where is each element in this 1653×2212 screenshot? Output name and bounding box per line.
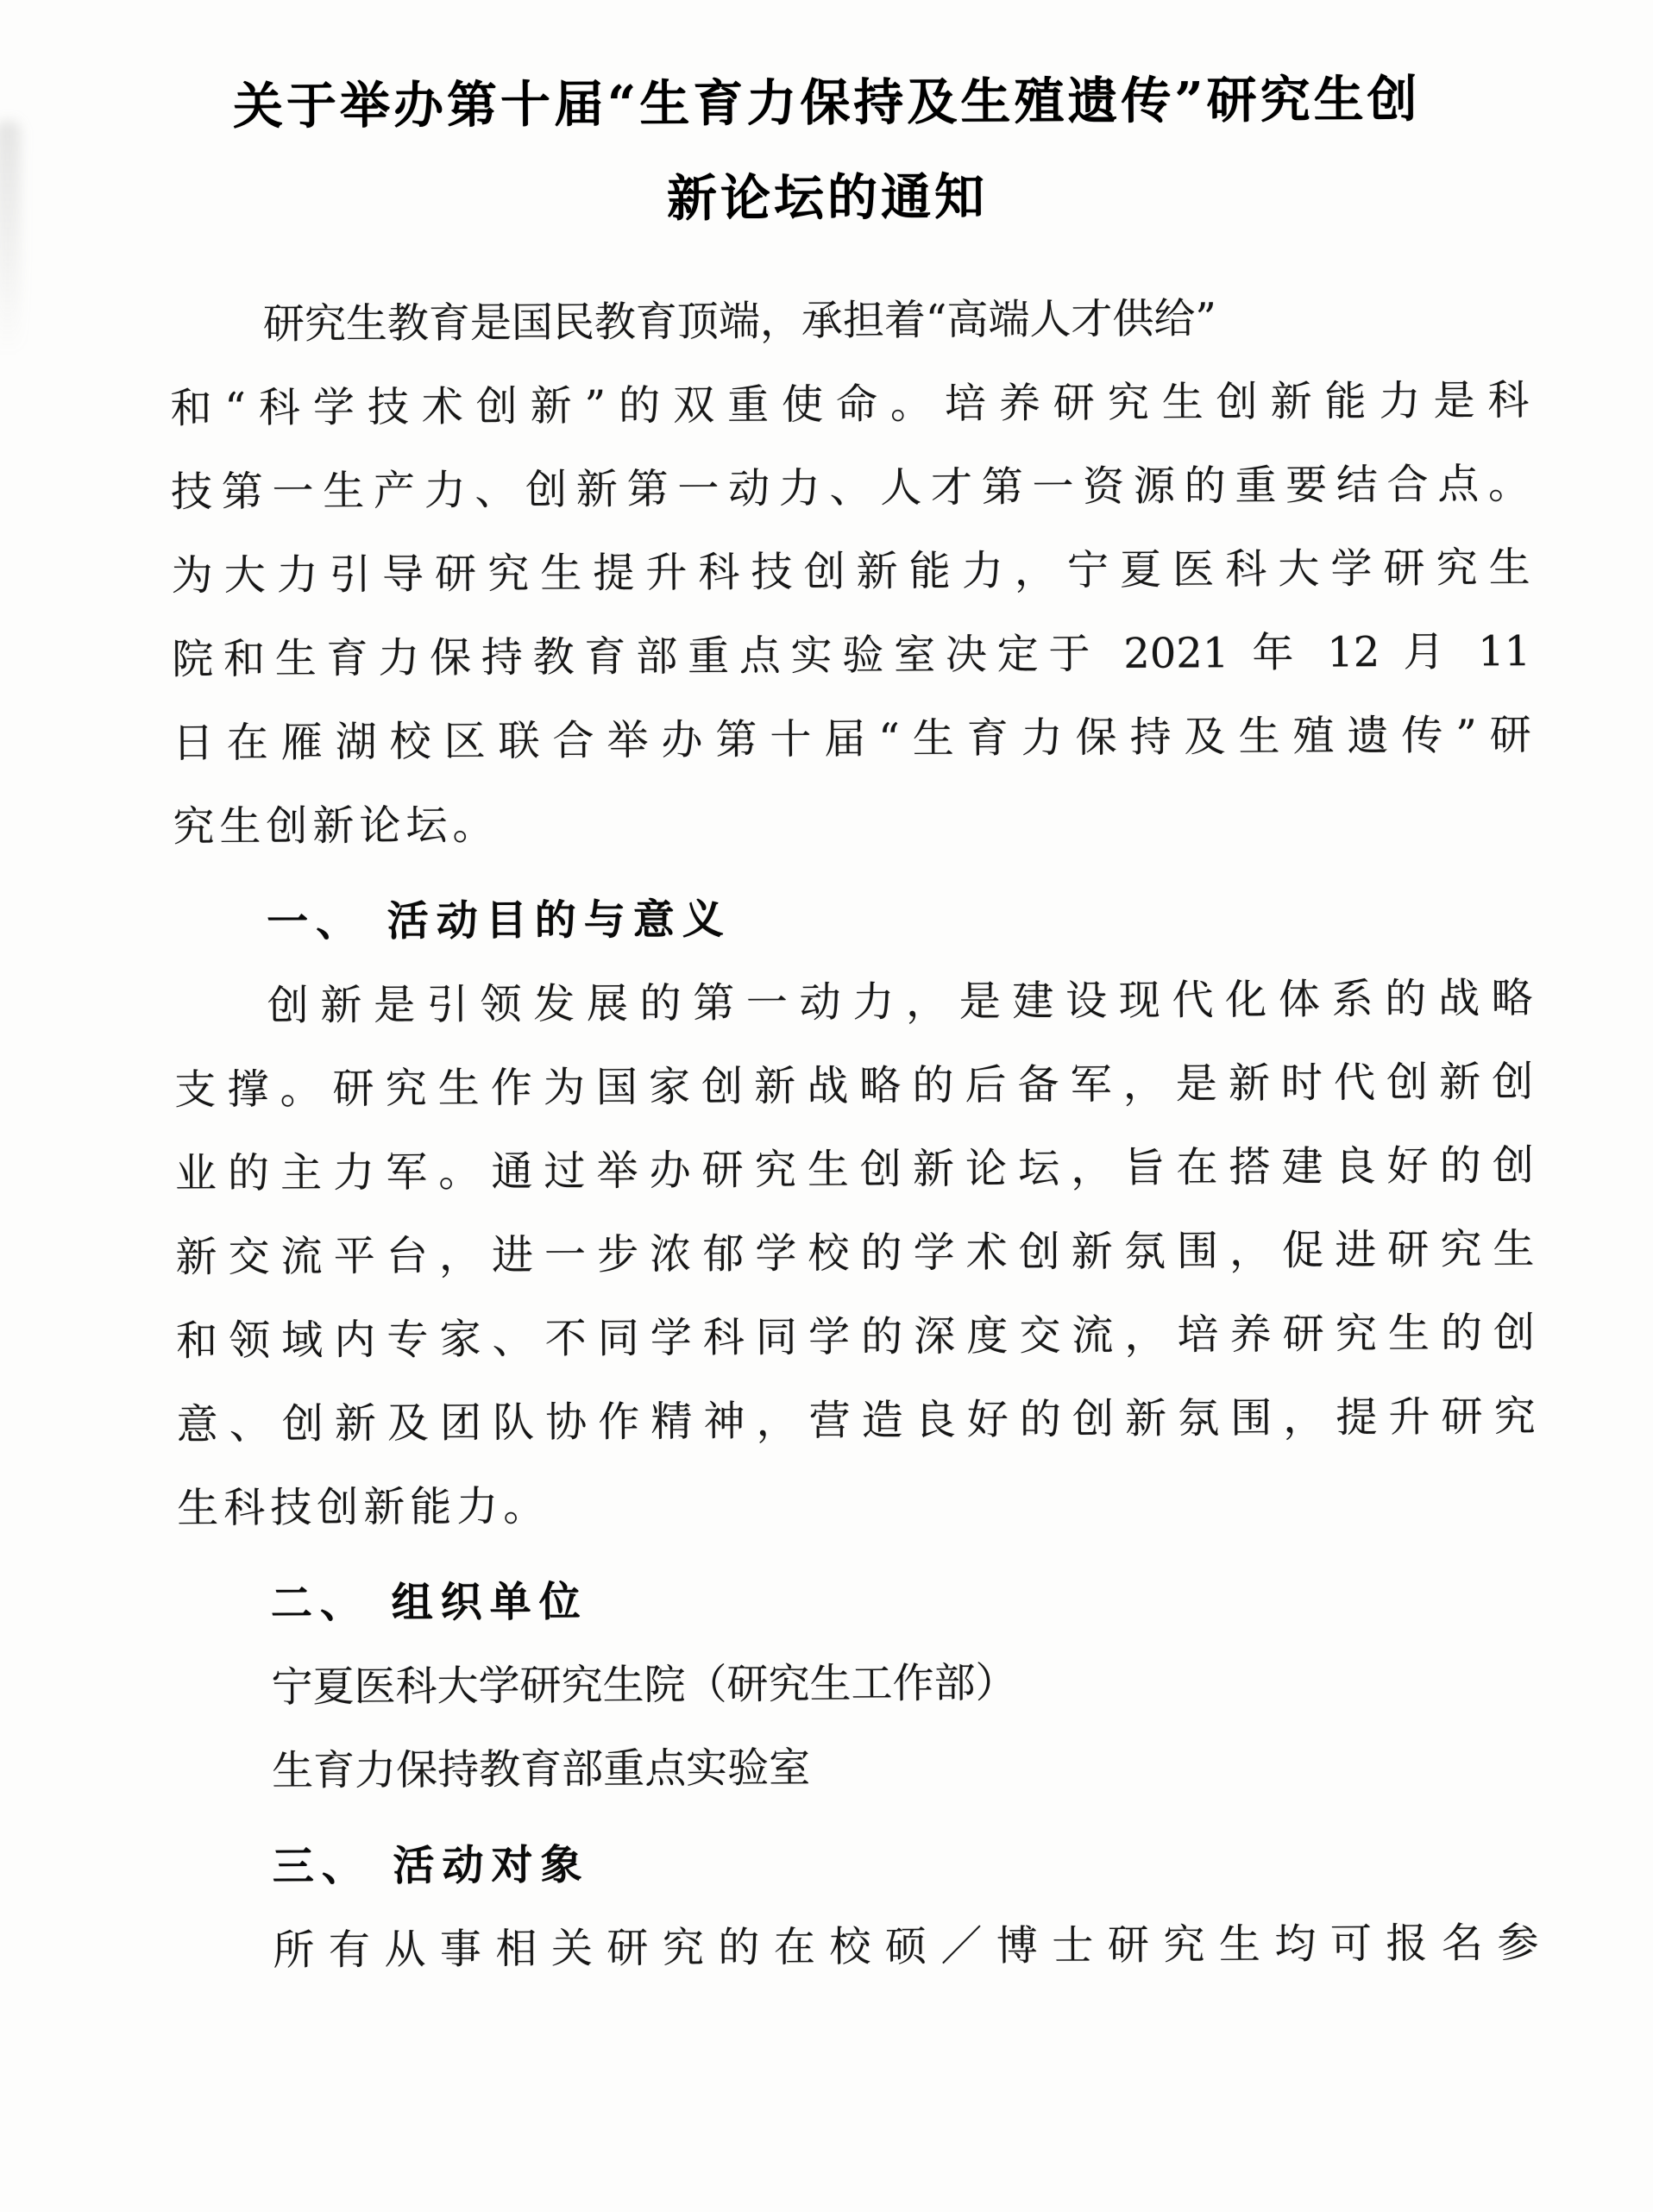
section1-line: 意、创新及团队协作精神，营造良好的创新氛围，提升研究 — [176, 1392, 1536, 1449]
section1-line: 业的主力军。通过举办研究生创新论坛，旨在搭建良好的创 — [174, 1141, 1535, 1198]
intro-line: 院和生育力保持教育部重点实验室决定于 2021 年 12 月 11 — [172, 627, 1531, 684]
section-heading-organizers: 二、 组织单位 — [270, 1577, 588, 1628]
section3-line: 所有从事相关研究的在校硕／博士研究生均可报名参 — [273, 1918, 1539, 1975]
notice-title-line-2: 新论坛的通知 — [666, 167, 989, 229]
document-content — [0, 50, 1653, 1995]
section1-line: 新交流平台，进一步浓郁学校的学术创新氛围，促进研究生 — [175, 1225, 1535, 1282]
notice-title-line-1: 关于举办第十届“生育力保持及生殖遗传”研究生创 — [232, 69, 1421, 136]
section1-line: 支撑。研究生作为国家创新战略的后备军，是新时代创新创 — [174, 1058, 1534, 1115]
organizer-line: 宁夏医科大学研究生院（研究生工作部） — [271, 1658, 1017, 1712]
section1-line: 和领域内专家、不同学科同学的深度交流，培养研究生的创 — [175, 1309, 1536, 1366]
notice-body — [2, 274, 1653, 1995]
intro-line: 为大力引导研究生提升科技创新能力，宁夏医科大学研究生 — [171, 544, 1530, 600]
intro-line: 究生创新论坛。 — [173, 801, 500, 851]
section1-line: 创新是引领发展的第一动力，是建设现代化体系的战略 — [267, 974, 1533, 1030]
intro-line: 技第一生产力、创新第一动力、人才第一资源的重要结合点。 — [170, 460, 1530, 517]
section-heading-purpose: 一、 活动目的与意义 — [266, 895, 732, 946]
section1-line: 生科技创新能力。 — [177, 1481, 550, 1533]
section-heading-participants: 三、 活动对象 — [272, 1840, 590, 1891]
intro-line: 和“科学技术创新”的双重使命。培养研究生创新能力是科 — [170, 376, 1530, 433]
organizer-line: 生育力保持教育部重点实验室 — [271, 1744, 811, 1795]
intro-line: 日在雁湖校区联合举办第十届“生育力保持及生殖遗传”研 — [172, 711, 1531, 768]
intro-line: 研究生教育是国民教育顶端，承担着“高端人才供给” — [262, 294, 1217, 349]
